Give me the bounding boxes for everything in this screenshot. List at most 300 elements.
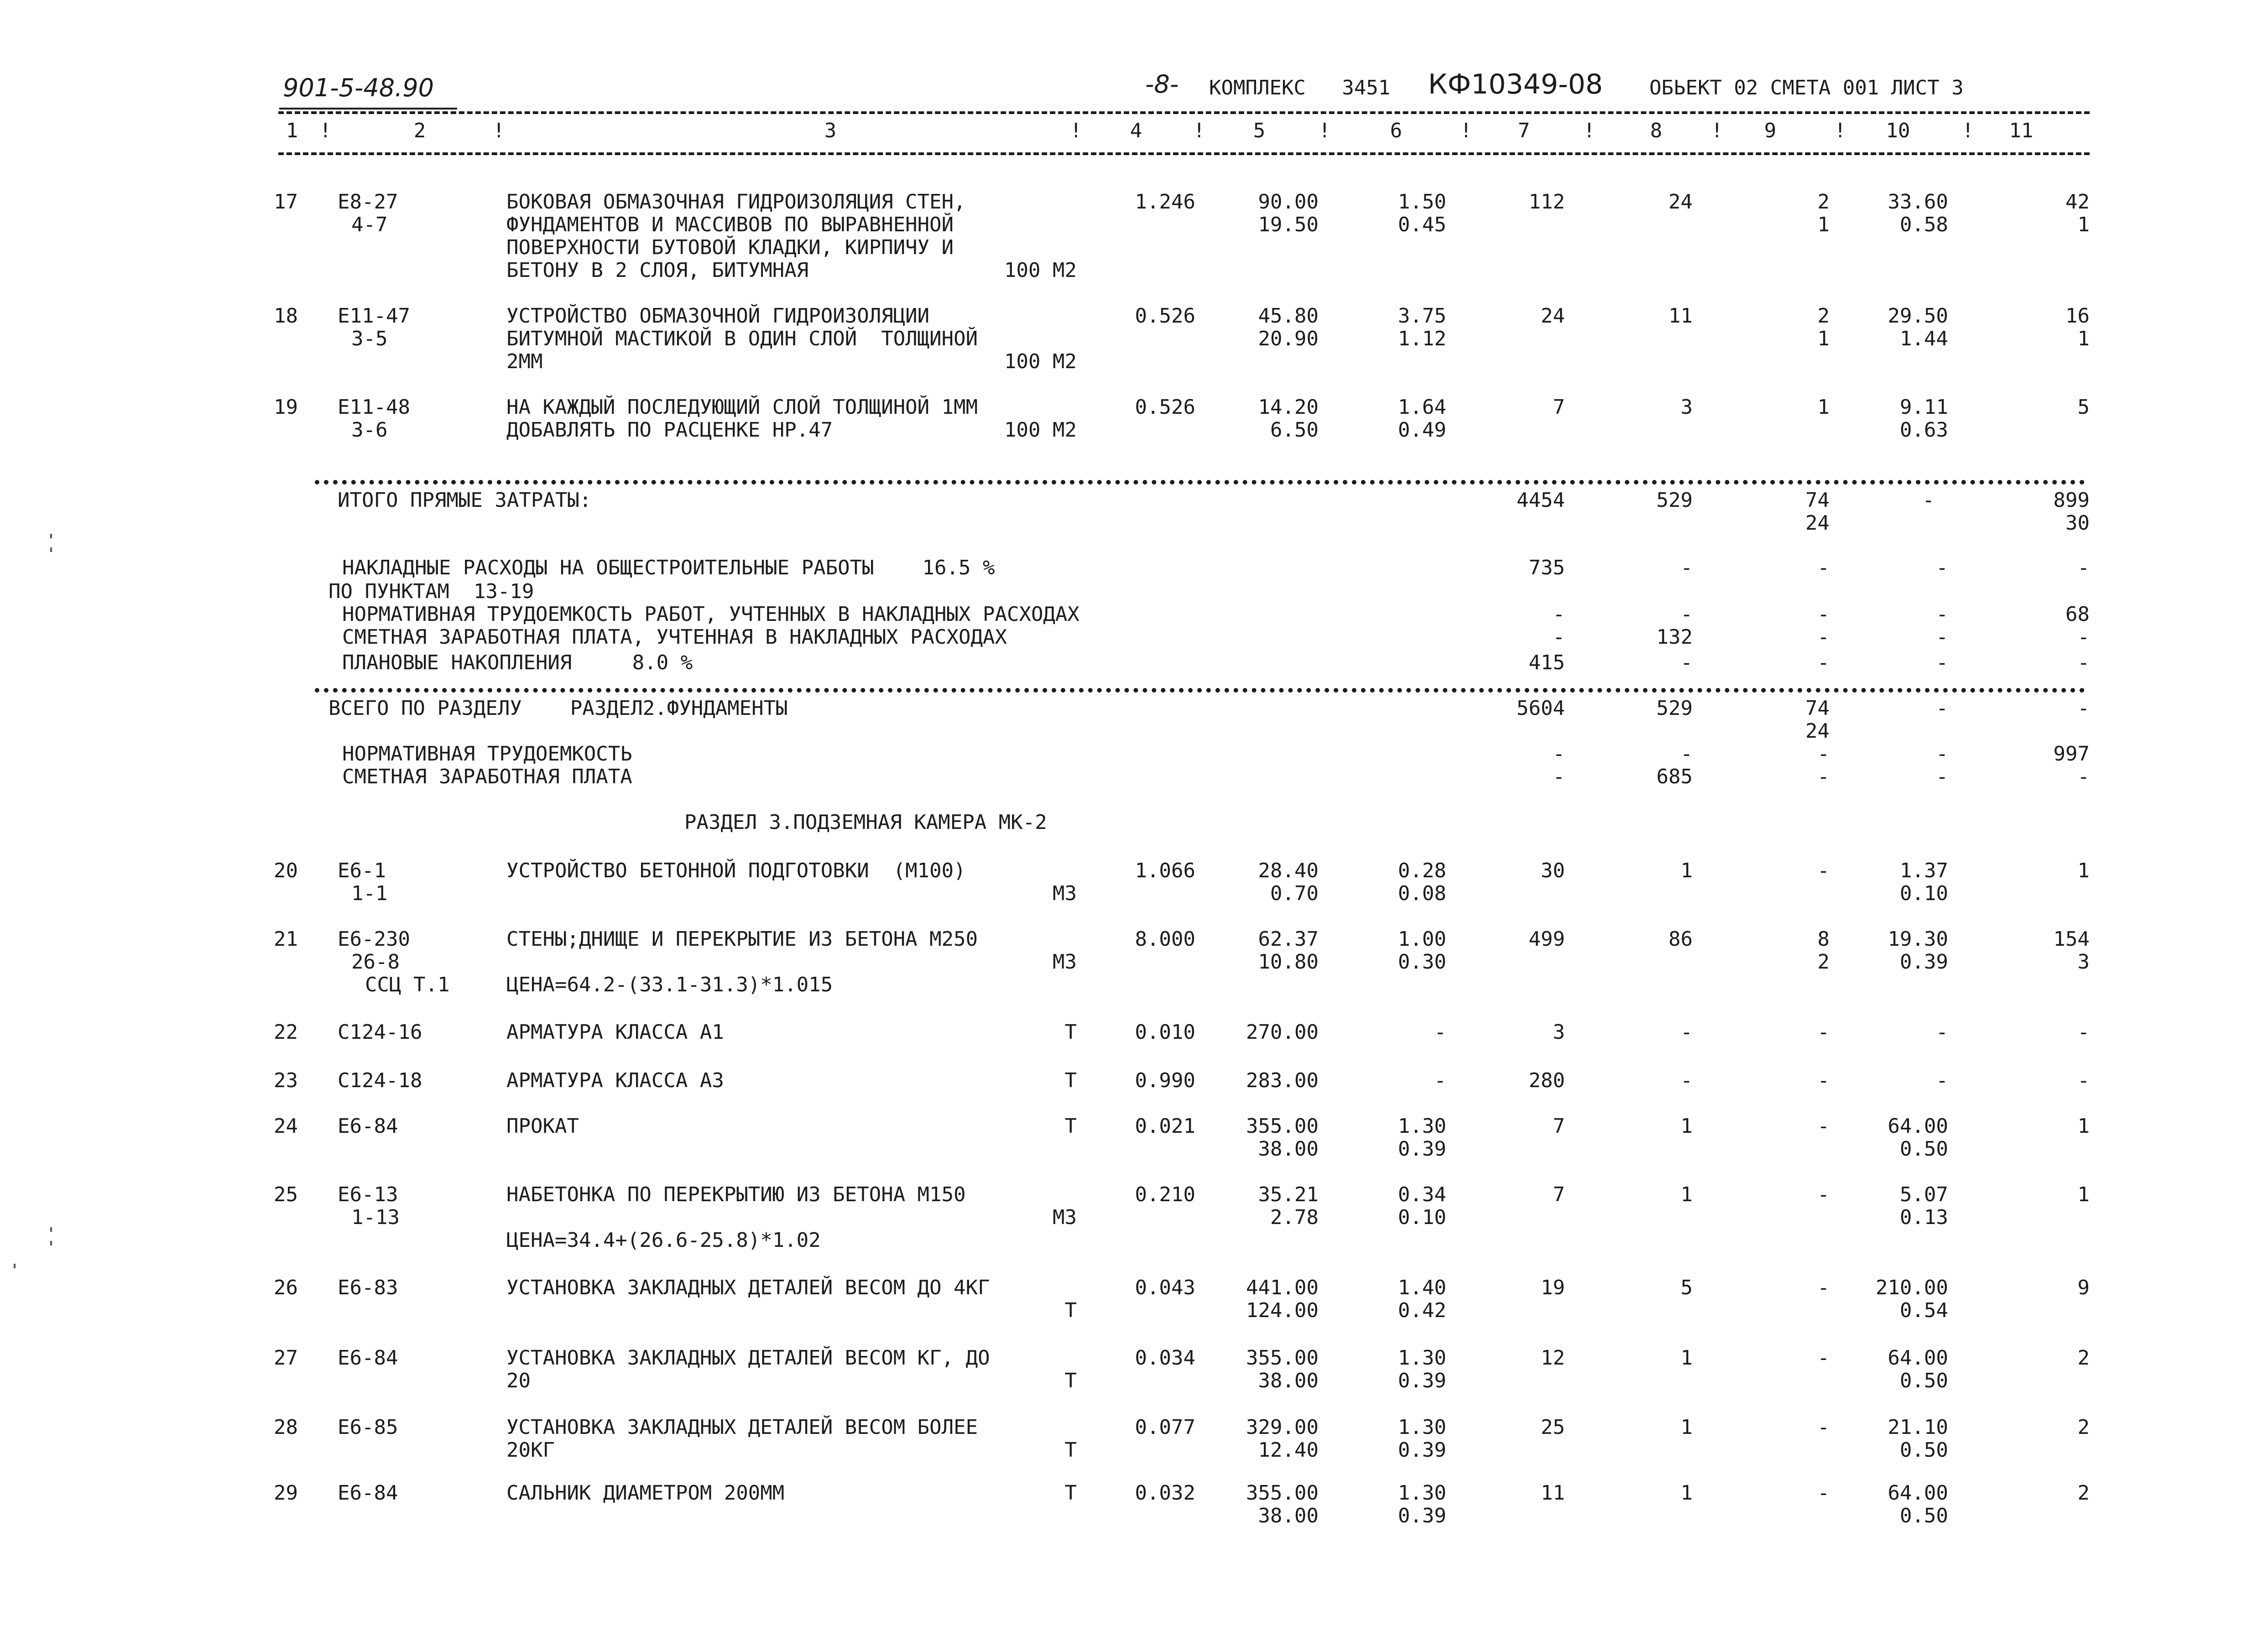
row-quantity: 0.526 (1135, 396, 1195, 419)
col-num: 11 (2009, 119, 2033, 142)
row-c9: 8 (1817, 927, 1830, 951)
row-number: 24 (274, 1115, 298, 1138)
row-code: 26-8 (351, 950, 400, 974)
row-description: БЕТОНУ В 2 СЛОЯ, БИТУМНАЯ (506, 259, 809, 282)
total-c9: - (1817, 603, 1830, 626)
row-quantity: 0.077 (1135, 1416, 1195, 1439)
col-sep: ! (319, 119, 332, 142)
col-sep: ! (1834, 119, 1846, 142)
row-c10: 0.10 (1900, 882, 1948, 905)
row-c5: 2.78 (1270, 1206, 1319, 1229)
row-c9: 2 (1817, 950, 1830, 974)
row-code: Е8-27 (338, 190, 398, 214)
row-c7: 11 (1541, 1481, 1565, 1505)
row-c7: 3 (1553, 1021, 1565, 1044)
col-sep: ! (493, 119, 505, 142)
row-c10: 64.00 (1887, 1115, 1948, 1138)
total-c11: - (2077, 765, 2090, 788)
total-c11: 30 (2065, 511, 2090, 535)
row-c9: - (1817, 859, 1830, 882)
row-c6: - (1434, 1021, 1446, 1044)
row-number: 17 (274, 190, 298, 214)
row-c5: 6.50 (1270, 418, 1319, 442)
row-c6: 3.75 (1398, 304, 1446, 328)
row-c10: 0.63 (1900, 418, 1948, 442)
row-unit: 100 М2 (1004, 350, 1077, 373)
row-quantity: 0.043 (1135, 1276, 1195, 1299)
row-c10: 0.50 (1900, 1438, 1948, 1462)
section3-title: РАЗДЕЛ 3.ПОДЗЕМНАЯ КАМЕРА МК-2 (684, 811, 1047, 834)
total-c8: - (1680, 603, 1693, 626)
row-c6: 0.30 (1398, 950, 1446, 974)
total-c11: - (2077, 556, 2090, 579)
row-c8: 1 (1680, 1481, 1693, 1505)
row-c10: 9.11 (1900, 396, 1948, 419)
row-c10: 64.00 (1887, 1346, 1948, 1370)
row-c10: 33.60 (1887, 190, 1948, 214)
margin-mark (50, 1241, 52, 1245)
row-c5: 19.50 (1258, 213, 1319, 236)
margin-mark (50, 1227, 52, 1232)
row-quantity: 0.526 (1135, 304, 1195, 328)
row-c6: 1.64 (1398, 396, 1446, 419)
total-c8: 529 (1656, 489, 1693, 512)
kf-code: КФ10349-08 (1428, 68, 1603, 100)
total-c9: 74 (1805, 489, 1830, 512)
row-c11: 1 (2077, 213, 2090, 236)
row-number: 22 (274, 1021, 298, 1044)
col-num: 7 (1517, 119, 1530, 142)
row-code: 4-7 (351, 213, 388, 236)
total-c10: - (1922, 489, 1934, 512)
row-c6: 0.39 (1398, 1438, 1446, 1462)
row-c5: 28.40 (1258, 859, 1319, 882)
total-c8: 132 (1656, 625, 1693, 649)
row-quantity: 0.990 (1135, 1069, 1195, 1092)
total-c10: - (1936, 603, 1948, 626)
page-number: -8- (1145, 70, 1179, 99)
row-c5: 355.00 (1246, 1481, 1319, 1505)
row-c6: - (1434, 1069, 1446, 1092)
row-code: Е11-47 (338, 304, 410, 328)
row-c6: 1.30 (1398, 1416, 1446, 1439)
total-c7: 4454 (1517, 489, 1565, 512)
row-unit: Т (1064, 1481, 1077, 1505)
row-c9: - (1817, 1115, 1830, 1138)
total-c9: - (1817, 625, 1830, 649)
row-c6: 0.39 (1398, 1137, 1446, 1161)
row-unit: 100 М2 (1004, 259, 1077, 282)
row-number: 23 (274, 1069, 298, 1092)
doc-code-underline (279, 108, 457, 109)
row-c6: 1.12 (1398, 327, 1446, 350)
overhead-items: ПО ПУНКТАМ 13-19 (328, 580, 534, 603)
row-code: Е6-83 (338, 1276, 398, 1299)
row-quantity: 1.246 (1135, 190, 1195, 214)
row-c11: 1 (2077, 327, 2090, 350)
row-description: 20 (506, 1369, 531, 1392)
row-c6: 0.08 (1398, 882, 1446, 905)
row-c5: 38.00 (1258, 1369, 1319, 1392)
row-c11: - (2077, 1021, 2090, 1044)
row-c6: 1.30 (1398, 1346, 1446, 1370)
col-num: 8 (1650, 119, 1663, 142)
row-c5: 124.00 (1246, 1299, 1319, 1322)
total-c11: - (2077, 651, 2090, 674)
section-c11: - (2077, 697, 2090, 720)
total-c7: 735 (1528, 556, 1565, 579)
margin-mark (50, 534, 52, 538)
row-description: ПОВЕРХНОСТИ БУТОВОЙ КЛАДКИ, КИРПИЧУ И (506, 236, 954, 259)
row-c5: 270.00 (1246, 1021, 1319, 1044)
row-unit: Т (1064, 1069, 1077, 1092)
row-c5: 329.00 (1246, 1416, 1319, 1439)
row-c7: 7 (1553, 1183, 1565, 1206)
row-c7: 30 (1541, 859, 1565, 882)
col-sep: ! (1193, 119, 1205, 142)
row-c10: 0.13 (1900, 1206, 1948, 1229)
row-c7: 280 (1528, 1069, 1565, 1092)
row-description: ФУНДАМЕНТОВ И МАССИВОВ ПО ВЫРАВНЕННОЙ (506, 213, 954, 236)
total-c9: - (1817, 651, 1830, 674)
row-c5: 14.20 (1258, 396, 1319, 419)
row-description: БИТУМНОЙ МАСТИКОЙ В ОДИН СЛОЙ ТОЛЩИНОЙ (506, 327, 978, 350)
complex-label: КОМПЛЕКС 3451 (1209, 76, 1391, 99)
norm-oh-label: НОРМАТИВНАЯ ТРУДОЕМКОСТЬ РАБОТ, УЧТЕННЫХ В НАКЛАДНЫХ РАСХОДАХ (342, 603, 1079, 626)
row-code: Е6-13 (338, 1183, 398, 1206)
row-c5: 283.00 (1246, 1069, 1319, 1092)
row-code: С124-16 (338, 1021, 422, 1044)
row-description: ЦЕНА=34.4+(26.6-25.8)*1.02 (506, 1229, 821, 1252)
doc-code: 901-5-48.90 (283, 73, 434, 102)
row-c8: 5 (1680, 1276, 1693, 1299)
total-c11: - (2077, 625, 2090, 649)
header-rule-bottom (278, 152, 2090, 155)
plan-label: ПЛАНОВЫЕ НАКОПЛЕНИЯ 8.0 % (342, 651, 693, 674)
col-num: 1 (286, 119, 298, 142)
row-c5: 0.70 (1270, 882, 1319, 905)
wage-oh-label: СМЕТНАЯ ЗАРАБОТНАЯ ПЛАТА, УЧТЕННАЯ В НАКЛАДНЫХ РАСХОДАХ (342, 625, 1007, 649)
row-code: Е6-85 (338, 1416, 398, 1439)
row-quantity: 0.034 (1135, 1346, 1195, 1370)
row-unit: Т (1064, 1438, 1077, 1462)
col-num: 6 (1390, 119, 1403, 142)
overhead-label: НАКЛАДНЫЕ РАСХОДЫ НА ОБЩЕСТРОИТЕЛЬНЫЕ РАБОТЫ 16.5 % (342, 556, 995, 579)
col-sep: ! (1711, 119, 1723, 142)
row-c9: - (1817, 1021, 1830, 1044)
row-quantity: 1.066 (1135, 859, 1195, 882)
row-c7: 12 (1541, 1346, 1565, 1370)
row-c11: 1 (2077, 1115, 2090, 1138)
row-c8: 86 (1668, 927, 1693, 951)
row-description: НАБЕТОНКА ПО ПЕРЕКРЫТИЮ ИЗ БЕТОНА М150 (506, 1183, 966, 1206)
row-description: УСТАНОВКА ЗАКЛАДНЫХ ДЕТАЛЕЙ ВЕСОМ КГ, ДО (506, 1346, 990, 1370)
row-c8: 1 (1680, 1416, 1693, 1439)
total-c7: 415 (1528, 651, 1565, 674)
row-unit: М3 (1053, 882, 1077, 905)
row-number: 18 (274, 304, 298, 328)
total-c7: - (1553, 625, 1565, 649)
row-number: 19 (274, 396, 298, 419)
row-unit: Т (1064, 1021, 1077, 1044)
total-c9: 24 (1805, 511, 1830, 535)
row-number: 21 (274, 927, 298, 951)
col-num: 9 (1764, 119, 1777, 142)
section-c9: 74 (1805, 697, 1830, 720)
row-c5: 35.21 (1258, 1183, 1319, 1206)
row-c5: 90.00 (1258, 190, 1319, 214)
row-c9: - (1817, 1416, 1830, 1439)
row-code: ССЦ Т.1 (365, 973, 450, 996)
row-c10: 0.50 (1900, 1369, 1948, 1392)
row-c11: 5 (2077, 396, 2090, 419)
row-number: 20 (274, 859, 298, 882)
row-c10: 64.00 (1887, 1481, 1948, 1505)
row-c11: 154 (2053, 927, 2090, 951)
total-c10: - (1936, 765, 1948, 788)
row-description: УСТРОЙСТВО БЕТОННОЙ ПОДГОТОВКИ (М100) (506, 859, 966, 882)
row-description: 2ММ (506, 350, 543, 373)
row-code: Е6-84 (338, 1346, 398, 1370)
row-c6: 0.49 (1398, 418, 1446, 442)
row-c9: - (1817, 1183, 1830, 1206)
dotted-rule (315, 480, 2085, 485)
row-c9: - (1817, 1481, 1830, 1505)
row-c7: 112 (1528, 190, 1565, 214)
row-c7: 7 (1553, 396, 1565, 419)
row-c6: 0.34 (1398, 1183, 1446, 1206)
total-c7: - (1553, 603, 1565, 626)
row-quantity: 0.010 (1135, 1021, 1195, 1044)
row-c10: 5.07 (1900, 1183, 1948, 1206)
row-c10: 19.30 (1887, 927, 1948, 951)
row-c9: - (1817, 1069, 1830, 1092)
total-c9: - (1817, 556, 1830, 579)
row-description: АРМАТУРА КЛАССА А3 (506, 1069, 724, 1092)
row-c11: - (2077, 1069, 2090, 1092)
row-c9: - (1817, 1276, 1830, 1299)
header-rule-top (278, 111, 2090, 114)
row-c11: 42 (2065, 190, 2090, 214)
margin-mark (14, 1264, 16, 1268)
row-code: Е11-48 (338, 396, 410, 419)
row-c8: - (1680, 1069, 1693, 1092)
row-c10: 0.58 (1900, 213, 1948, 236)
section-c9: 24 (1805, 719, 1830, 743)
col-sep: ! (1583, 119, 1595, 142)
col-sep: ! (1319, 119, 1331, 142)
row-c7: 19 (1541, 1276, 1565, 1299)
row-c6: 0.42 (1398, 1299, 1446, 1322)
row-quantity: 8.000 (1135, 927, 1195, 951)
row-c5: 355.00 (1246, 1346, 1319, 1370)
section-c8: 529 (1656, 697, 1693, 720)
row-c6: 1.40 (1398, 1276, 1446, 1299)
row-c11: 3 (2077, 950, 2090, 974)
row-c5: 20.90 (1258, 327, 1319, 350)
row-c8: 11 (1668, 304, 1693, 328)
row-c6: 1.30 (1398, 1115, 1446, 1138)
row-c8: - (1680, 1021, 1693, 1044)
row-unit: Т (1064, 1115, 1077, 1138)
total-c10: - (1936, 556, 1948, 579)
row-quantity: 0.021 (1135, 1115, 1195, 1138)
row-c11: 16 (2065, 304, 2090, 328)
total-direct-label: ИТОГО ПРЯМЫЕ ЗАТРАТЫ: (338, 489, 592, 512)
row-c10: - (1936, 1021, 1948, 1044)
col-num: 2 (413, 119, 426, 142)
row-c11: 1 (2077, 859, 2090, 882)
row-c6: 0.39 (1398, 1369, 1446, 1392)
col-num: 10 (1886, 119, 1910, 142)
col-num: 5 (1253, 119, 1266, 142)
margin-mark (50, 547, 52, 552)
row-c11: 2 (2077, 1416, 2090, 1439)
row-c6: 1.00 (1398, 927, 1446, 951)
total-c10: - (1936, 625, 1948, 649)
row-code: С124-18 (338, 1069, 422, 1092)
section-c7: 5604 (1517, 697, 1565, 720)
row-c5: 355.00 (1246, 1115, 1319, 1138)
total-c7: - (1553, 742, 1565, 766)
row-c10: 210.00 (1876, 1276, 1948, 1299)
row-code: Е6-1 (338, 859, 386, 882)
total-c8: - (1680, 556, 1693, 579)
total-c11: 899 (2053, 489, 2090, 512)
norm-label: НОРМАТИВНАЯ ТРУДОЕМКОСТЬ (342, 742, 632, 766)
row-c7: 7 (1553, 1115, 1565, 1138)
row-number: 25 (274, 1183, 298, 1206)
col-sep: ! (1070, 119, 1082, 142)
col-sep: ! (1460, 119, 1472, 142)
row-unit: 100 М2 (1004, 418, 1077, 442)
total-c11: 68 (2065, 603, 2090, 626)
row-number: 27 (274, 1346, 298, 1370)
row-c10: 0.54 (1900, 1299, 1948, 1322)
row-unit: М3 (1053, 1206, 1077, 1229)
row-c9: 1 (1817, 213, 1830, 236)
row-unit: Т (1064, 1369, 1077, 1392)
row-c10: 0.50 (1900, 1504, 1948, 1527)
total-c9: - (1817, 742, 1830, 766)
row-description: СТЕНЫ;ДНИЩЕ И ПЕРЕКРЫТИЕ ИЗ БЕТОНА М250 (506, 927, 978, 951)
row-description: ДОБАВЛЯТЬ ПО РАСЦЕНКЕ НР.47 (506, 418, 833, 442)
row-unit: М3 (1053, 950, 1077, 974)
row-code: 1-13 (351, 1206, 400, 1229)
row-c10: 0.39 (1900, 950, 1948, 974)
row-c10: 1.37 (1900, 859, 1948, 882)
row-c11: 9 (2077, 1276, 2090, 1299)
row-c9: 1 (1817, 396, 1830, 419)
row-c8: 1 (1680, 859, 1693, 882)
row-description: УСТРОЙСТВО ОБМАЗОЧНОЙ ГИДРОИЗОЛЯЦИИ (506, 304, 930, 328)
row-description: ПРОКАТ (506, 1115, 579, 1138)
row-c8: 1 (1680, 1183, 1693, 1206)
row-c9: 2 (1817, 304, 1830, 328)
row-code: Е6-230 (338, 927, 410, 951)
row-c6: 0.28 (1398, 859, 1446, 882)
row-quantity: 0.032 (1135, 1481, 1195, 1505)
row-c6: 0.45 (1398, 213, 1446, 236)
total-c7: - (1553, 765, 1565, 788)
total-c8: 685 (1656, 765, 1693, 788)
row-c5: 45.80 (1258, 304, 1319, 328)
row-c6: 1.30 (1398, 1481, 1446, 1505)
row-c9: - (1817, 1346, 1830, 1370)
row-c10: 0.50 (1900, 1137, 1948, 1161)
row-c8: 3 (1680, 396, 1693, 419)
row-c9: 1 (1817, 327, 1830, 350)
col-num: 3 (824, 119, 837, 142)
row-c8: 1 (1680, 1115, 1693, 1138)
row-c10: 1.44 (1900, 327, 1948, 350)
row-number: 26 (274, 1276, 298, 1299)
row-description: БОКОВАЯ ОБМАЗОЧНАЯ ГИДРОИЗОЛЯЦИЯ СТЕН, (506, 190, 966, 214)
row-code: 3-6 (351, 418, 388, 442)
row-c11: 1 (2077, 1183, 2090, 1206)
total-c10: - (1936, 651, 1948, 674)
row-c5: 62.37 (1258, 927, 1319, 951)
row-code: Е6-84 (338, 1115, 398, 1138)
row-c5: 38.00 (1258, 1137, 1319, 1161)
row-c11: 2 (2077, 1481, 2090, 1505)
row-description: 20КГ (506, 1438, 555, 1462)
total-c8: - (1680, 651, 1693, 674)
row-c10: 29.50 (1887, 304, 1948, 328)
row-c7: 499 (1528, 927, 1565, 951)
row-code: 3-5 (351, 327, 388, 350)
row-c7: 25 (1541, 1416, 1565, 1439)
row-c5: 12.40 (1258, 1438, 1319, 1462)
wage-label: СМЕТНАЯ ЗАРАБОТНАЯ ПЛАТА (342, 765, 632, 788)
row-c5: 10.80 (1258, 950, 1319, 974)
row-number: 29 (274, 1481, 298, 1505)
row-c8: 24 (1668, 190, 1693, 214)
section-total-label: ВСЕГО ПО РАЗДЕЛУ РАЗДЕЛ2.ФУНДАМЕНТЫ (328, 697, 788, 720)
section-c10: - (1936, 697, 1948, 720)
row-description: НА КАЖДЫЙ ПОСЛЕДУЮЩИЙ СЛОЙ ТОЛЩИНОЙ 1ММ (506, 396, 978, 419)
row-description: ЦЕНА=64.2-(33.1-31.3)*1.015 (506, 973, 833, 996)
row-c10: - (1936, 1069, 1948, 1092)
row-c7: 24 (1541, 304, 1565, 328)
row-c5: 441.00 (1246, 1276, 1319, 1299)
row-c6: 0.39 (1398, 1504, 1446, 1527)
row-quantity: 0.210 (1135, 1183, 1195, 1206)
row-number: 28 (274, 1416, 298, 1439)
row-code: 1-1 (351, 882, 388, 905)
row-c9: 2 (1817, 190, 1830, 214)
row-c8: 1 (1680, 1346, 1693, 1370)
row-description: УСТАНОВКА ЗАКЛАДНЫХ ДЕТАЛЕЙ ВЕСОМ ДО 4КГ (506, 1276, 990, 1299)
col-sep: ! (1962, 119, 1974, 142)
total-c10: - (1936, 742, 1948, 766)
total-c8: - (1680, 742, 1693, 766)
dotted-rule (315, 688, 2085, 693)
row-unit: Т (1064, 1299, 1077, 1322)
total-c11: 997 (2053, 742, 2090, 766)
row-c10: 21.10 (1887, 1416, 1948, 1439)
row-c11: 2 (2077, 1346, 2090, 1370)
row-c5: 38.00 (1258, 1504, 1319, 1527)
col-num: 4 (1130, 119, 1142, 142)
row-c6: 0.10 (1398, 1206, 1446, 1229)
row-description: САЛЬНИК ДИАМЕТРОМ 200ММ (506, 1481, 785, 1505)
row-code: Е6-84 (338, 1481, 398, 1505)
row-description: УСТАНОВКА ЗАКЛАДНЫХ ДЕТАЛЕЙ ВЕСОМ БОЛЕЕ (506, 1416, 978, 1439)
total-c9: - (1817, 765, 1830, 788)
row-description: АРМАТУРА КЛАССА А1 (506, 1021, 724, 1044)
object-info: ОБЬЕКТ 02 СМЕТА 001 ЛИСТ 3 (1649, 76, 1964, 99)
